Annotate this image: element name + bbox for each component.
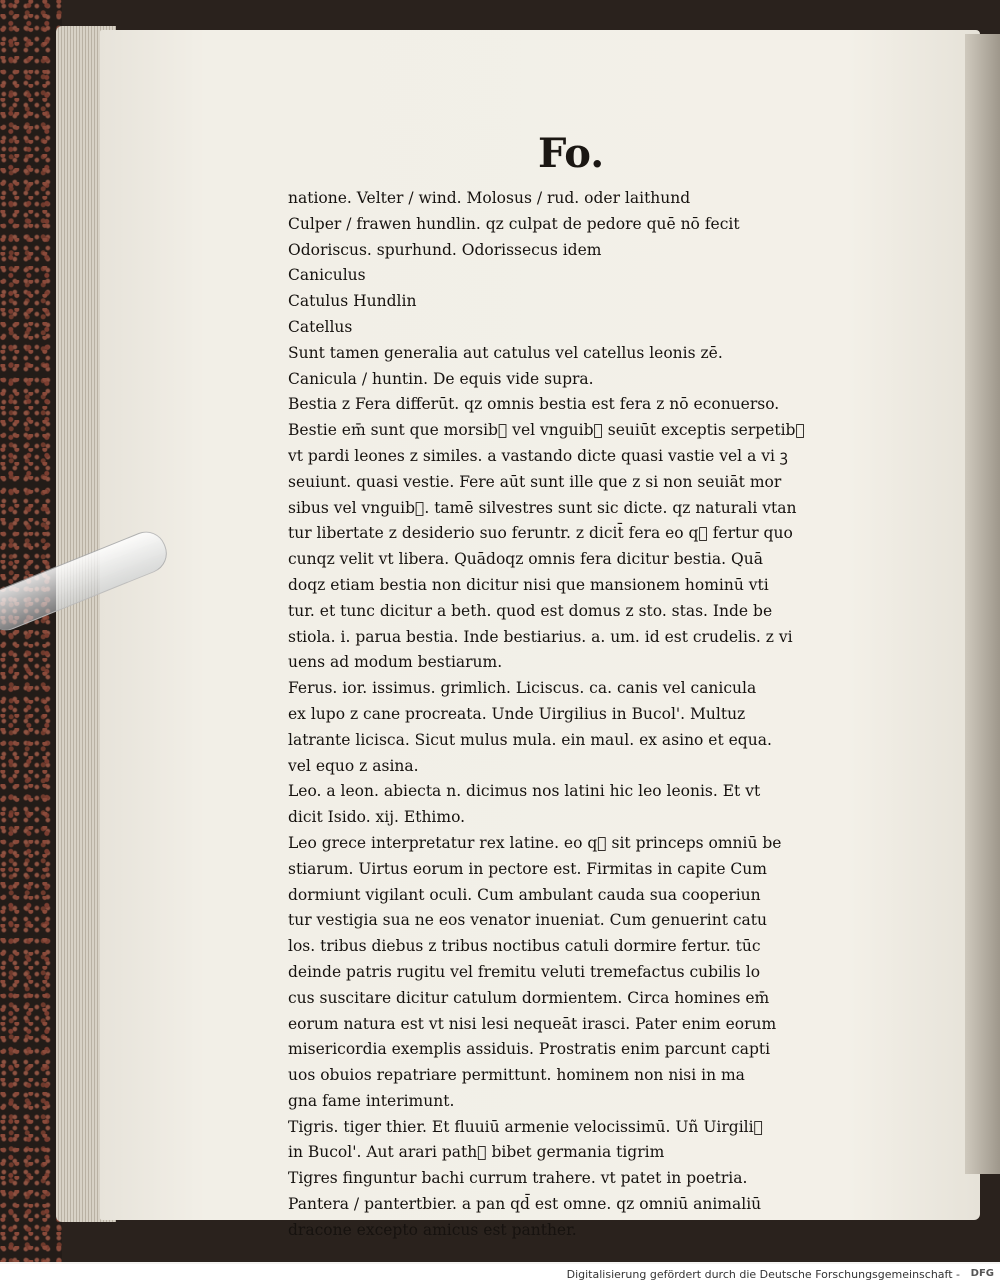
text-line: Caniculus [288, 266, 366, 285]
text-line: Leo grece interpretatur rex latine. eo q᷑ sit princeps omniū be [288, 833, 782, 852]
text-line: tur. et tunc dicitur a beth. quod est domus z sto. stas. Inde be [288, 601, 773, 620]
text-line: ex lupo z cane procreata. Unde Uirgilius in Bucol'. Multuz [288, 704, 746, 723]
text-line: stiarum. Uirtus eorum in pectore est. Firmitas in capite Cum [288, 859, 767, 878]
text-line: los. tribus diebus z tribus noctibus catuli dormire fertur. tūc [288, 937, 761, 956]
text-line: latrante licisca. Sicut mulus mula. ein maul. ex asino et equa. [288, 730, 772, 749]
text-line: cunqz velit vt libera. Quādoqz omnis fera dicitur bestia. Quā [288, 550, 763, 569]
facing-page-edge [965, 34, 1000, 1174]
text-line: deinde patris rugitu vel fremitu veluti tremefactus cubilis lo [288, 962, 761, 981]
text-line: uens ad modum bestiarum. [288, 653, 503, 672]
text-line: Tigres finguntur bachi currum trahere. vt patet in poetria. [288, 1169, 748, 1188]
text-line: tur libertate z desiderio suo feruntr. z dicit̄ fera eo q᷑ fertur quo [288, 524, 793, 543]
text-line: eorum natura est vt nisi lesi nequeāt irasci. Pater enim eorum [288, 1014, 777, 1033]
text-line: Canicula / huntin. De equis vide supra. [288, 369, 594, 388]
folio-heading: Fo. [538, 130, 605, 177]
funding-credit: Digitalisierung gefördert durch die Deutsche Forschungsgemeinschaft - [566, 1268, 960, 1281]
page-text [288, 186, 848, 1244]
digitization-footer [0, 1264, 1000, 1284]
text-line: Catulus Hundlin [288, 292, 417, 311]
text-line: seuiunt. quasi vestie. Fere aūt sunt ille que z si non seuiāt mor [288, 472, 782, 491]
text-line: Bestie em̄ sunt que morsib᷑ vel vnguib᷑ seuiūt exceptis serpetib᷑ [288, 421, 805, 440]
text-line: doqz etiam bestia non dicitur nisi que mansionem hominū vti [288, 575, 769, 594]
text-line: gna fame interimunt. [288, 1091, 455, 1110]
text-line: dicit Isido. xij. Ethimo. [288, 808, 466, 827]
text-line: natione. Velter / wind. Molosus / rud. oder laithund [288, 189, 691, 207]
text-line: stiola. i. parua bestia. Inde bestiarius. a. um. id est crudelis. z vi [288, 627, 793, 646]
text-line: in Bucol'. Aut arari path᷒ bibet germania tigrim [288, 1143, 665, 1162]
text-line: Catellus [288, 317, 353, 336]
text-line: Odoriscus. spurhund. Odorissecus idem [288, 240, 602, 259]
text-line: cus suscitare dicitur catulum dormientem. Circa homines em̄ [288, 988, 770, 1007]
text-line: uos obuios repatriare permittunt. hominem non nisi in ma [288, 1066, 745, 1085]
text-line: dracone excepto amicus est panther. [288, 1220, 577, 1239]
text-line: dormiunt vigilant oculi. Cum ambulant cauda sua cooperiun [288, 885, 761, 904]
text-line: misericordia exemplis assiduis. Prostratis enim parcunt capti [288, 1040, 771, 1059]
text-line: vt pardi leones z similes. a vastando dicte quasi vastie vel a vi ꝫ [288, 446, 788, 465]
dfg-logo-icon: DFG [970, 1268, 994, 1279]
text-line: Ferus. ior. issimus. grimlich. Liciscus. ca. canis vel canicula [288, 679, 757, 698]
text-line: Sunt tamen generalia aut catulus vel catellus leonis zē. [288, 343, 723, 362]
text-line: Culper / frawen hundlin. qz culpat de pedore quē nō fecit [288, 214, 740, 233]
text-line: vel equo z asina. [288, 756, 419, 775]
text-line: sibus vel vnguib᷑. tamē silvestres sunt sic dicte. qz naturali vtan [288, 498, 797, 517]
text-line: Bestia z Fera differūt. qz omnis bestia est fera z nō econuerso. [288, 395, 780, 414]
text-line: Tigris. tiger thier. Et fluuiū armenie velocissimū. Uñ Uirgili᷒ [288, 1117, 763, 1136]
text-line: Leo. a leon. abiecta n. dicimus nos latini hic leo leonis. Et vt [288, 782, 761, 801]
book-binding [0, 0, 62, 1262]
text-line: tur vestigia sua ne eos venator inueniat. Cum genuerint catu [288, 911, 767, 930]
text-line: Pantera / pantertbier. a pan qd̄ est omne. qz omniū animaliū [288, 1195, 762, 1214]
